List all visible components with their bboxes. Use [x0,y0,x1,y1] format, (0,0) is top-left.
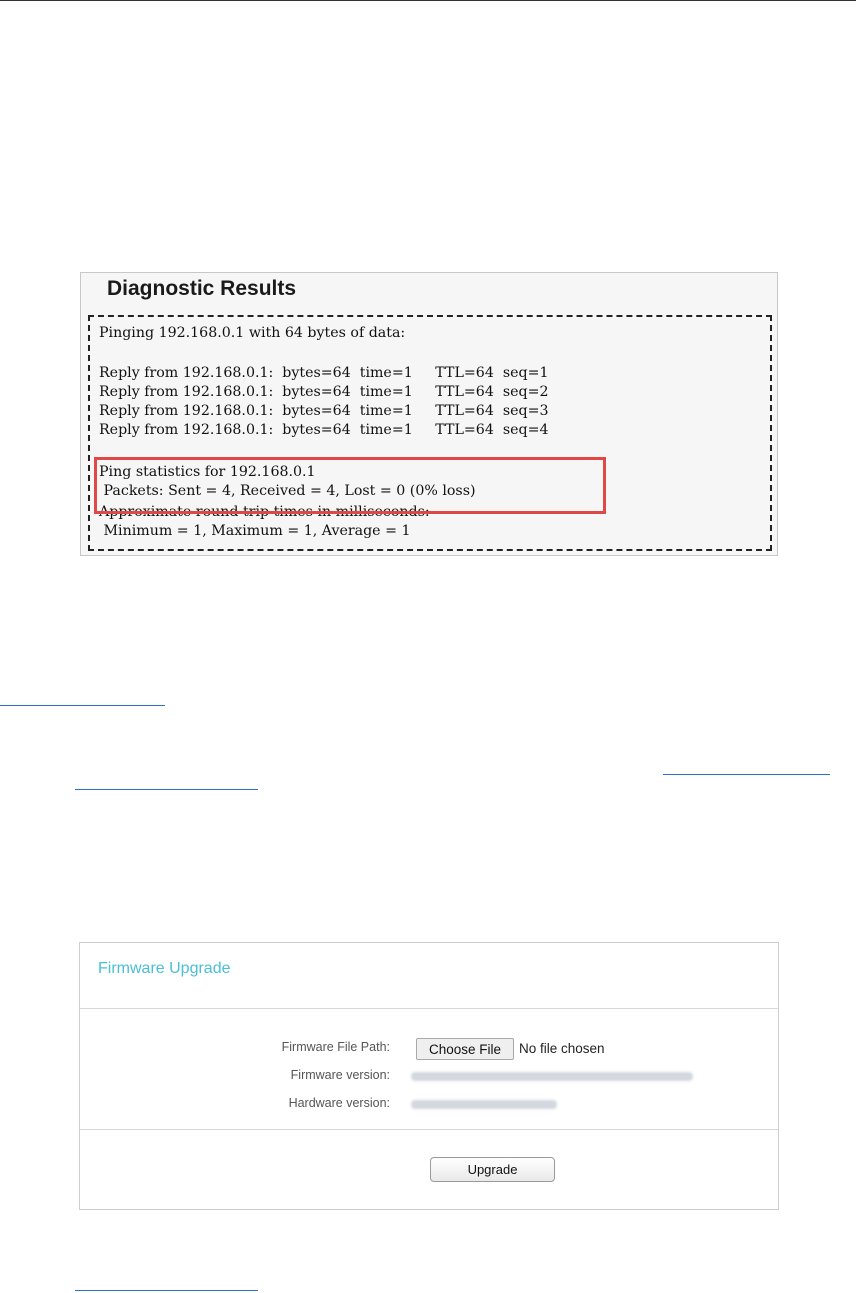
ping-packets-line: Packets: Sent = 4, Received = 4, Lost = 0 (0% loss) [99,483,476,499]
upgrade-button[interactable]: Upgrade [430,1157,555,1182]
firmware-upgrade-title: Firmware Upgrade [98,960,231,977]
diagnostic-results-panel [80,272,778,556]
diagnostic-output-box [88,315,772,551]
round-trip-values-line: Minimum = 1, Maximum = 1, Average = 1 [99,523,411,539]
panel-divider [80,1129,778,1130]
round-trip-header-line: Approximate round trip times in milliseconds: [99,504,430,520]
hyperlink-4[interactable] [75,1290,258,1291]
hyperlink-3[interactable] [75,789,258,790]
ping-reply-line-2: Reply from 192.168.0.1: bytes=64 time=1 TTL=64 seq=2 [99,384,549,400]
hardware-version-label: Hardware version: [288,1096,390,1110]
firmware-upgrade-panel [79,942,779,1210]
panel-divider [80,1008,778,1009]
firmware-version-value-blurred [411,1072,693,1081]
file-status-text: No file chosen [519,1041,605,1056]
diagnostic-results-title: Diagnostic Results [107,277,297,300]
hardware-version-value-blurred [411,1100,557,1109]
ping-reply-line-4: Reply from 192.168.0.1: bytes=64 time=1 TTL=64 seq=4 [99,422,549,438]
ping-reply-line-3: Reply from 192.168.0.1: bytes=64 time=1 TTL=64 seq=3 [99,403,549,419]
choose-file-button[interactable]: Choose File [416,1038,514,1060]
ping-header-line: Pinging 192.168.0.1 with 64 bytes of data: [99,325,406,341]
ping-statistics-highlight [94,457,606,514]
hyperlink-1[interactable] [0,705,165,706]
firmware-version-label: Firmware version: [290,1068,390,1082]
firmware-file-path-label: Firmware File Path: [281,1040,390,1054]
page-top-rule [0,0,856,1]
ping-reply-line-1: Reply from 192.168.0.1: bytes=64 time=1 TTL=64 seq=1 [99,365,549,381]
ping-statistics-line: Ping statistics for 192.168.0.1 [99,464,316,480]
hyperlink-2[interactable] [663,774,830,775]
